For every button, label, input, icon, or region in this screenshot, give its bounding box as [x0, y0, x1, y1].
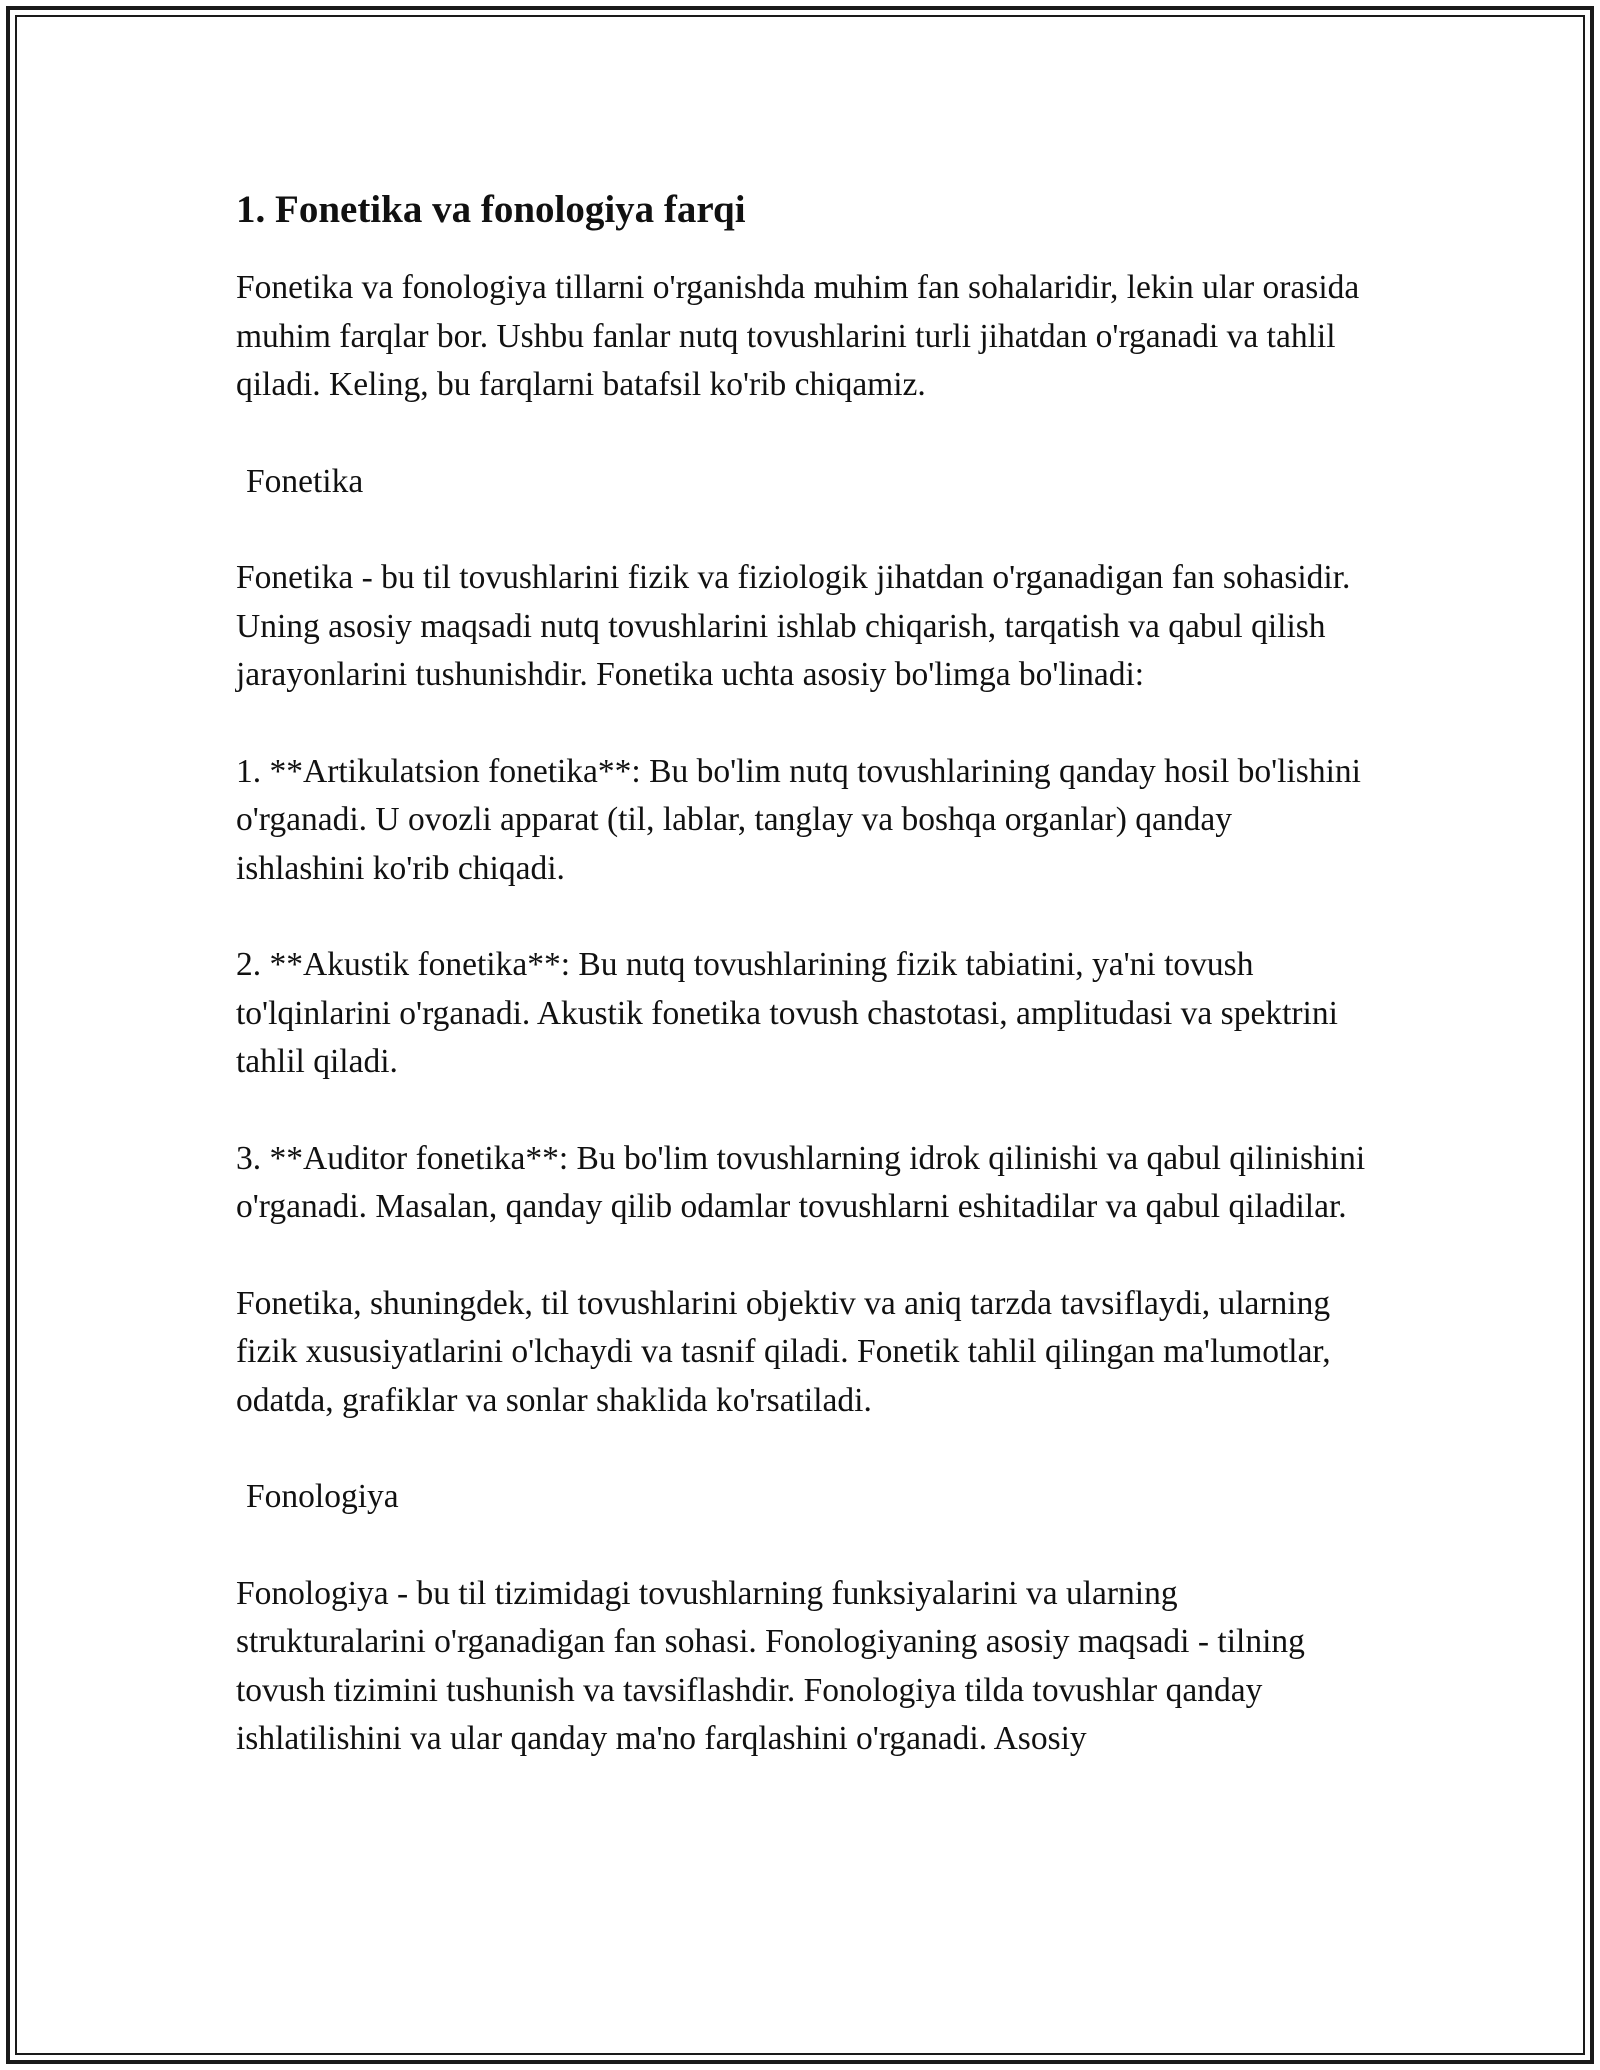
fonetika-closing-paragraph: Fonetika, shuningdek, til tovushlarini objektiv va aniq tarzda tavsiflaydi, ularning fizik xususiyatlarini o'lchaydi va tasnif qiladi. Fonetik tahlil qilingan ma'lumotlar, odatda, grafiklar va sonlar shaklida ko'rsatiladi. [236, 1284, 1331, 1419]
document-body [236, 186, 1366, 1764]
list-item-akustik: 2. **Akustik fonetika**: Bu nutq tovushlarining fizik tabiatini, ya'ni tovush to'lqinlarini o'rganadi. Akustik fonetika tovush chastotasi, amplitudasi va spektrini tahlil qiladi. [236, 946, 1338, 1080]
section-heading-fonetika: Fonetika [246, 462, 364, 500]
list-item-artikulatsion: 1. **Artikulatsion fonetika**: Bu bo'lim nutq tovushlarining qanday hosil bo'lishini o'rganadi. U ovozli apparat (til, lablar, tanglay va boshqa organlar) qanday ishlashini ko'rib chiqadi. [236, 752, 1361, 887]
intro-paragraph: Fonetika va fonologiya tillarni o'rganishda muhim fan sohalaridir, lekin ular orasida muhim farqlar bor. Ushbu fanlar nutq tovushlarini turli jihatdan o'rganadi va tahlil qiladi. Keling, bu farqlarni batafsil ko'rib chiqamiz. [236, 269, 1360, 403]
fonologiya-paragraph: Fonologiya - bu til tizimidagi tovushlarning funksiyalarini va ularning strukturalarini o'rganadigan fan sohasi. Fonologiyaning asosiy maqsadi - tilning tovush tizimini tushunish va tavsiflashdir. Fonologiya tilda tovushlar qanday ishlatilishini va ular qanday ma'no farqlashini o'rganadi. Asosiy [236, 1574, 1305, 1757]
page-title: 1. Fonetika va fonologiya farqi [236, 188, 746, 231]
list-item-auditor: 3. **Auditor fonetika**: Bu bo'lim tovushlarning idrok qilinishi va qabul qilinishini o'rganadi. Masalan, qanday qilib odamlar tovushlarni eshitadilar va qabul qiladilar. [236, 1139, 1366, 1225]
section-heading-fonologiya: Fonologiya [246, 1478, 399, 1515]
fonetika-paragraph: Fonetika - bu til tovushlarini fizik va fiziologik jihatdan o'rganadigan fan sohasidir. Uning asosiy maqsadi nutq tovushlarini ishlab chiqarish, tarqatish va qabul qilish jarayonlarini tushunishdir. Fonetika uchta asosiy bo'limga bo'linadi: [236, 559, 1351, 693]
